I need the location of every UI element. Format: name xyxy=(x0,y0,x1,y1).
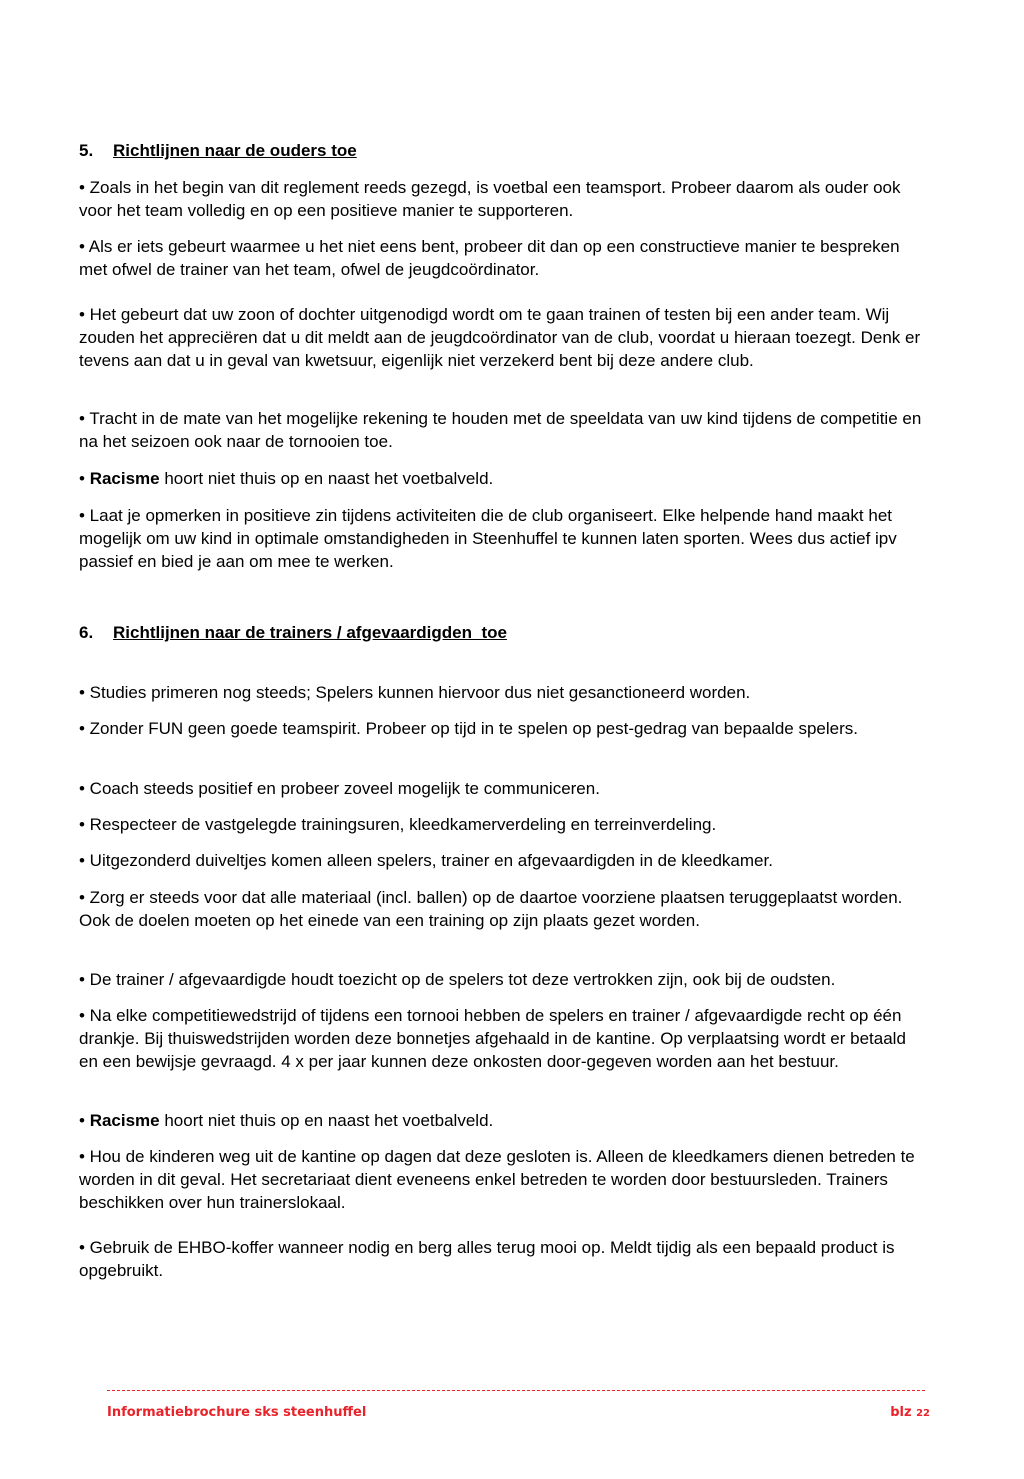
section-6-heading xyxy=(79,623,507,643)
paragraph: • Studies primeren nog steeds; Spelers kunnen hiervoor dus niet gesanctioneerd worden. xyxy=(79,683,751,702)
footer-divider xyxy=(107,1390,925,1391)
bullet: • xyxy=(79,469,90,488)
paragraph: • Zorg er steeds voor dat alle materiaal (incl. ballen) op de daartoe voorziene plaatsen teruggeplaatst worden. Ook de doelen moeten op het einede van een training op zijn plaats gezet worden. xyxy=(79,888,903,930)
section-5-heading xyxy=(79,141,357,161)
paragraph: • Laat je opmerken in positieve zin tijdens activiteiten die de club organiseert. Elke helpende hand maakt het mogelijk om uw kind in optimale omstandigheden in Steenhuffel te kunnen laten sporten. Wees dus actief ipv passief en bied je aan om mee te werken. xyxy=(79,506,897,571)
racism-bold-text: Racisme xyxy=(89,1111,160,1130)
paragraph: • Zonder FUN geen goede teamspirit. Probeer op tijd in te spelen op pest-gedrag van bepaalde spelers. xyxy=(79,719,858,738)
paragraph: • Na elke competitiewedstrijd of tijdens een tornooi hebben de spelers en trainer / afgevaardigde recht op één drankje. Bij thuiswedstrijden worden deze bonnetjes afgehaald in de kantine. Op verplaatsing wordt er betaald en een bewijsje gevraagd. 4 x per jaar kunnen deze onkosten door-gegeven worden aan het bestuur. xyxy=(79,1006,906,1071)
page-number-value: 22 xyxy=(916,1408,930,1419)
paragraph: • Coach steeds positief en probeer zoveel mogelijk te communiceren. xyxy=(79,779,600,798)
paragraph: • De trainer / afgevaardigde houdt toezicht op de spelers tot deze vertrokken zijn, ook bij de oudsten. xyxy=(79,970,836,989)
paragraph: • Respecteer de vastgelegde trainingsuren, kleedkamerverdeling en terreinverdeling. xyxy=(79,815,717,834)
footer-title: Informatiebrochure sks steenhuffel xyxy=(107,1405,367,1420)
page-label: blz xyxy=(890,1405,917,1420)
racism-text: hoort niet thuis op en naast het voetbalveld. xyxy=(159,469,494,488)
page-number xyxy=(890,1405,930,1420)
paragraph: • Gebruik de EHBO-koffer wanneer nodig en berg alles terug mooi op. Meldt tijdig als een bepaald product is opgebruikt. xyxy=(79,1238,895,1280)
section-number: 6. xyxy=(79,623,94,642)
paragraph: • Als er iets gebeurt waarmee u het niet eens bent, probeer dit dan op een constructieve manier te bespreken met ofwel de trainer van het team, ofwel de jeugdcoördinator. xyxy=(79,237,900,279)
paragraph: • Zoals in het begin van dit reglement reeds gezegd, is voetbal een teamsport. Probeer daarom als ouder ook voor het team volledig en op een positieve manier te supporteren. xyxy=(79,178,901,220)
paragraph: • Hou de kinderen weg uit de kantine op dagen dat deze gesloten is. Alleen de kleedkamers dienen betreden te worden in dit geval. Het secretariaat dient eveneens enkel betreden te worden door bestuursleden. Trainers beschikken over hun trainerslokaal. xyxy=(79,1147,915,1212)
section-number: 5. xyxy=(79,141,94,160)
paragraph: • Tracht in de mate van het mogelijke rekening te houden met de speeldata van uw kind tijdens de competitie en na het seizoen ook naar de tornooien toe. xyxy=(79,409,922,451)
paragraph: • Uitgezonderd duiveltjes komen alleen spelers, trainer en afgevaardigden in de kleedkamer. xyxy=(79,851,773,870)
racism-paragraph xyxy=(79,467,929,490)
bullet: • xyxy=(79,1111,90,1130)
racism-text: hoort niet thuis op en naast het voetbalveld. xyxy=(159,1111,494,1130)
racism-bold-text: Racisme xyxy=(89,469,160,488)
racism-paragraph xyxy=(79,1109,929,1132)
paragraph: • Het gebeurt dat uw zoon of dochter uitgenodigd wordt om te gaan trainen of testen bij een ander team. Wij zouden het appreciëren dat u dit meldt aan de jeugdcoördinator van de club, voordat u hieraan toezegt. Denk er tevens aan dat u in geval van kwetsuur, eigenlijk niet verzekerd bent bij deze andere club. xyxy=(79,305,921,370)
section-title: Richtlijnen naar de trainers / afgevaardigden toe xyxy=(113,623,507,642)
section-title: Richtlijnen naar de ouders toe xyxy=(113,141,357,160)
